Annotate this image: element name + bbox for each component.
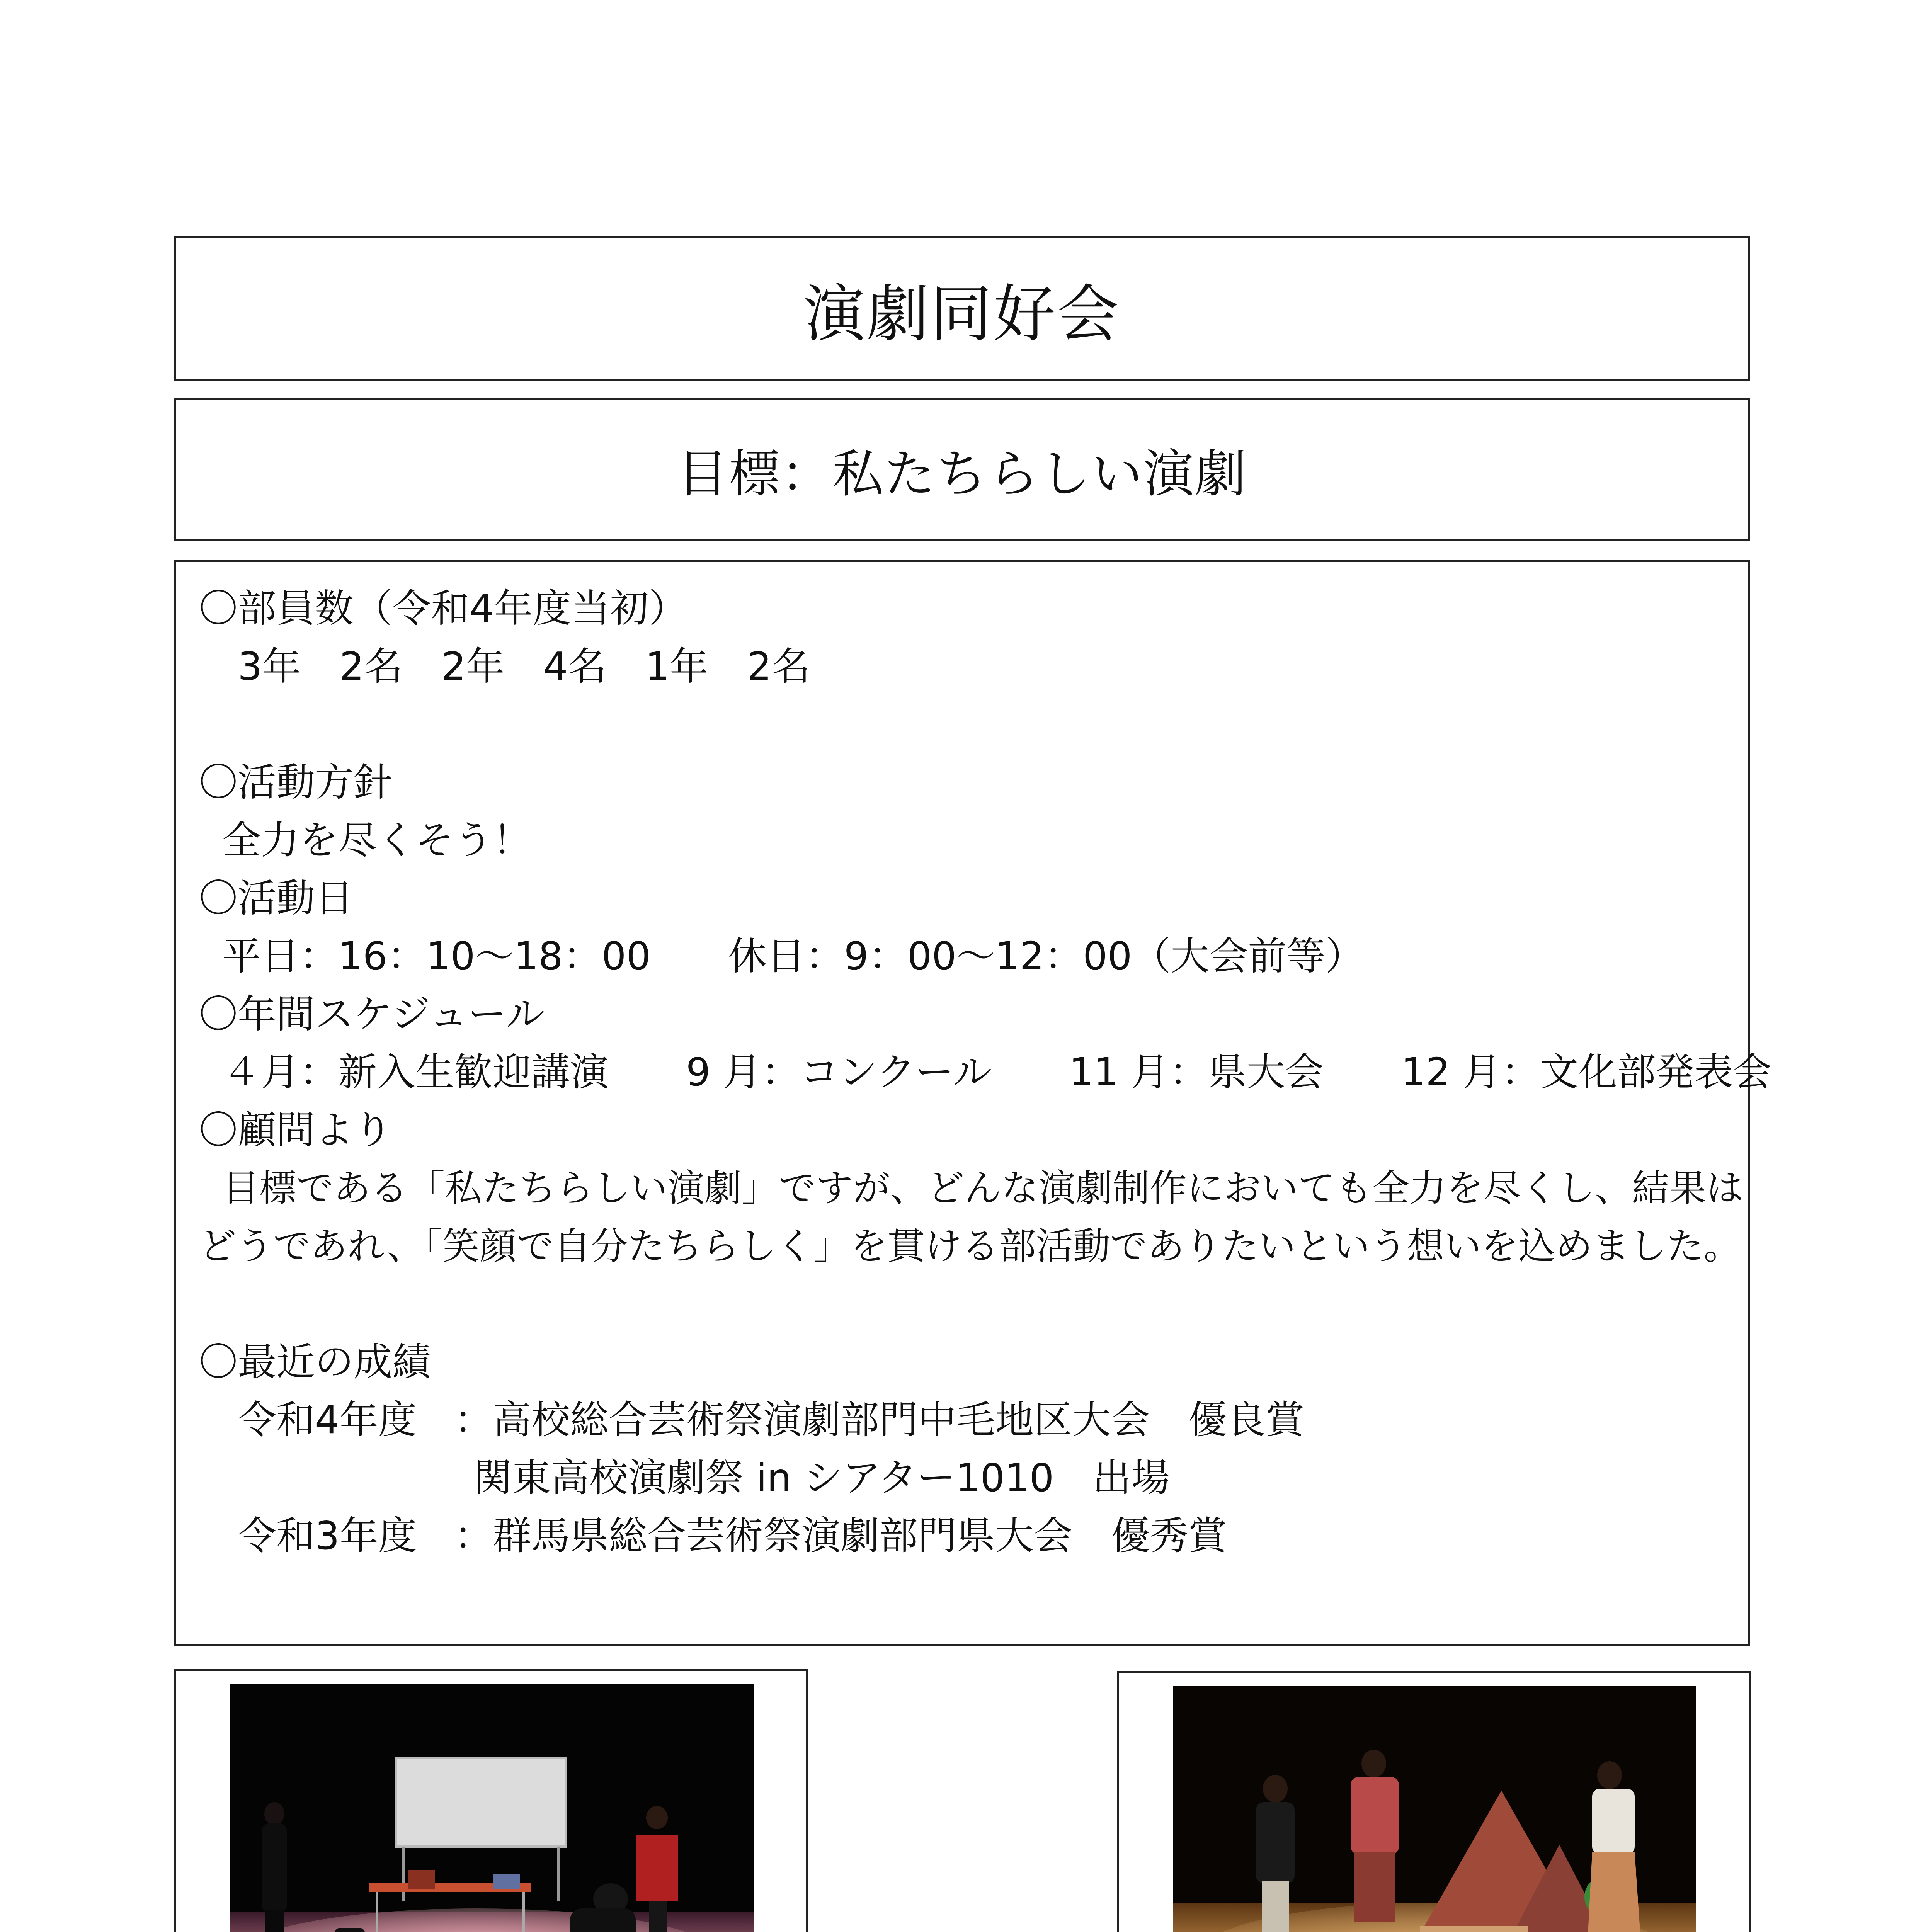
stage-photo-cans-pyramid-scene xyxy=(1173,1686,1696,1932)
page-title: 演劇同好会 xyxy=(803,277,1120,350)
members-detail: 3年 2名 2年 4名 1年 2名 xyxy=(238,644,810,689)
title-box xyxy=(174,236,1750,381)
result-year: 令和3年度 xyxy=(238,1513,417,1558)
photo-frame-2 xyxy=(1117,1671,1751,1932)
goal-text: 目標：私たちらしい演劇 xyxy=(677,444,1247,504)
schedule-heading: 〇年間スケジュール xyxy=(199,992,545,1037)
stage-photo-2-svg xyxy=(1173,1686,1696,1932)
schedule-detail: ４月：新入生歓迎講演 9 月：コンクール 11 月：県大会 12 月：文化部発表会 xyxy=(222,1049,1772,1095)
advisor-line-2: どうであれ、「笑顔で自分たちらしく」を貫ける部活動でありたいという想いを込めました。 xyxy=(199,1225,1741,1268)
policy-detail: 全力を尽くそう！ xyxy=(222,818,531,863)
result-year: 令和4年度 xyxy=(238,1397,417,1442)
photo-frame-1 xyxy=(174,1669,808,1932)
advisor-heading: 〇顧問より xyxy=(199,1107,392,1153)
policy-heading: 〇活動方針 xyxy=(199,760,392,805)
result-detail: ：群馬県総合芸術祭演劇部門県大会 優秀賞 xyxy=(454,1513,1227,1558)
content-box xyxy=(174,560,1772,1646)
result-detail: 関東高校演劇祭 in シアター1010 出場 xyxy=(473,1455,1170,1500)
days-detail: 平日：16：10～18：00 休日：9：00～12：00（大会前等） xyxy=(222,934,1364,979)
result-detail: ：高校総合芸術祭演劇部門中毛地区大会 優良賞 xyxy=(454,1397,1304,1442)
goal-box xyxy=(174,398,1750,541)
stage-photo-1-svg xyxy=(230,1684,754,1932)
advisor-line-1: 目標である「私たちらしい演劇」ですが、どんな演劇制作においても全力を尽くし、結果は xyxy=(222,1167,1743,1210)
results-heading: 〇最近の成績 xyxy=(199,1339,431,1384)
days-heading: 〇活動日 xyxy=(199,876,354,921)
members-heading: 〇部員数（令和4年度当初） xyxy=(199,586,687,631)
stage-photo-whiteboard-scene xyxy=(230,1684,754,1932)
